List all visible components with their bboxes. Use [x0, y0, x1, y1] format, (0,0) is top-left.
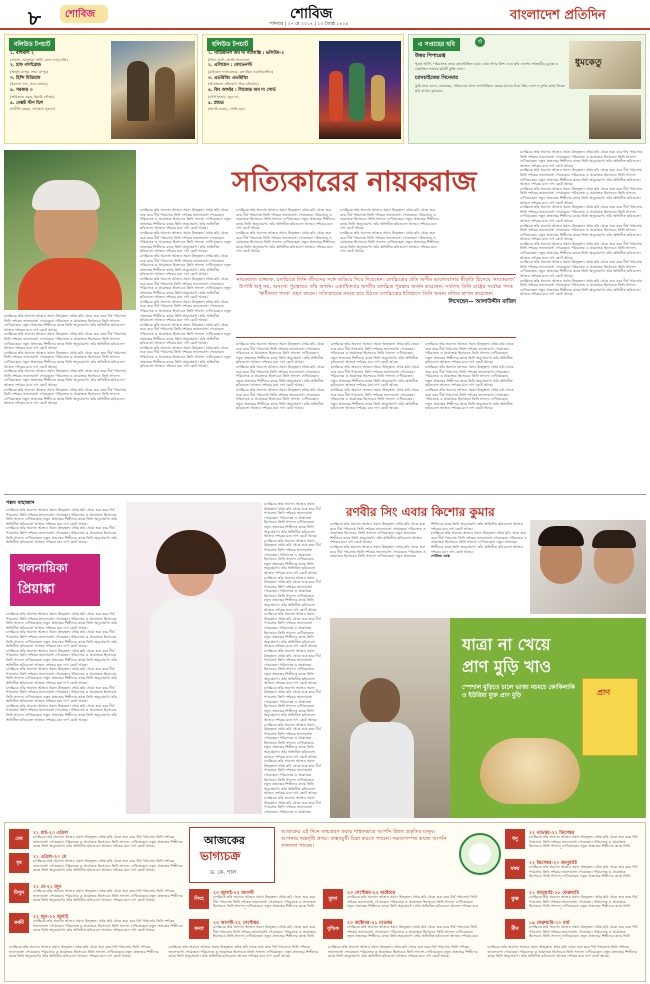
sign-date: ২৩ আগস্ট-২২ সেপ্টেম্বর [213, 921, 259, 926]
lead-filler-bottom: চলচ্চিত্রে তাঁর অবদান আজও সমান উজ্জ্বল। প্রথম ছবি থেকে শুরু করে দীর্ঘ পথচলায় তিনি দর্শকের ভালোবাসা পেয়েছেন। পরিচালক ও প্রযোজক হিসেবেও তিনি সাফল্য দেখিয়েছেন। নতুন প্রজন্মের শিল্পীদের কাছে তিনি অনুপ্রেরণা। তাঁর অভিনীত ছবিগুলো আজও দর্শকের মনে দাগ কেটে আছে। চলচ্চিত্রে তাঁর অবদান আজও সমান উজ্জ্বল। প্রথম ছবি থেকে শুরু করে দীর্ঘ পথচলায় তিনি দর্শকের ভালোবাসা পেয়েছেন। পরিচালক ও প্রযোজক হিসেবেও তিনি সাফল্য দেখিয়েছেন। নতুন প্রজন্মের শিল্পীদের কাছে তিনি অনুপ্রেরণা। তাঁর অভিনীত ছবিগুলো আজও দর্শকের মনে দাগ কেটে আছে। চলচ্চিত্রে তাঁর অবদান আজও সমান উজ্জ্বল। প্রথম ছবি থেকে শুরু করে দীর্ঘ পথচলায় তিনি দর্শকের ভালোবাসা পেয়েছেন। পরিচালক ও প্রযোজক হিসেবেও তিনি সাফল্য দেখিয়েছেন। নতুন প্রজন্মের শিল্পীদের কাছে তিনি অনুপ্রেরণা। তাঁর অভিনীত ছবিগুলো আজও দর্শকের মনে দাগ কেটে আছে। চলচ্চিত্রে তাঁর অবদান আজও সমান উজ্জ্বল। প্রথম ছবি থেকে শুরু করে দীর্ঘ পথচলায় তিনি দর্শকের ভালোবাসা পেয়েছেন। পরিচালক ও প্রযোজক হিসেবেও তিনি সাফল্য দেখিয়েছেন। নতুন প্রজন্মের শিল্পীদের কাছে তিনি অনুপ্রেরণা। তাঁর অভিনীত ছবিগুলো আজও দর্শকের মনে দাগ কেটে আছে। চলচ্চিত্রে তাঁর অবদান আজও সমান উজ্জ্বল। প্রথম ছবি থেকে শুরু করে দীর্ঘ পথচলায় তিনি দর্শকের ভালোবাসা পেয়েছেন। পরিচালক ও প্রযোজক হিসেবেও তিনি সাফল্য দেখিয়েছেন। নতুন প্রজন্মের শিল্পীদের কাছে তিনি অনুপ্রেরণা। তাঁর অভিনীত ছবিগুলো আজও দর্শকের মনে দাগ কেটে আছে। চলচ্চিত্রে তাঁর অবদান আজও সমান উজ্জ্বল। প্রথম ছবি থেকে শুরু করে দীর্ঘ পথচলায় তিনি দর্শকের ভালোবাসা পেয়েছেন। পরিচালক ও প্রযোজক হিসেবেও তিনি সাফল্য দেখিয়েছেন। নতুন প্রজন্মের শিল্পীদের কাছে তিনি অনুপ্রেরণা। তাঁর অভিনীত ছবিগুলো আজও দর্শকের মনে দাগ কেটে আছে। চলচ্চিত্রে তাঁর অবদান আজও সমান উজ্জ্বল। প্রথম ছবি থেকে শুরু করে দীর্ঘ পথচলায় তিনি দর্শকের ভালোবাসা পেয়েছেন। পরিচালক ও প্রযোজক হিসেবেও তিনি সাফল্য দেখিয়েছেন। নতুন প্রজন্মের শিল্পীদের কাছে তিনি অনুপ্রেরণা। তাঁর অভিনীত ছবিগুলো আজও দর্শকের মনে দাগ কেটে আছে। চলচ্চিত্রে তাঁর অবদান আজও সমান উজ্জ্বল। প্রথম ছবি থেকে শুরু করে দীর্ঘ পথচলায় তিনি দর্শকের ভালোবাসা পেয়েছেন। পরিচালক ও প্রযোজক হিসেবেও তিনি সাফল্য দেখিয়েছেন। নতুন প্রজন্মের শিল্পীদের কাছে তিনি অনুপ্রেরণা। তাঁর অভিনীত ছবিগুলো আজও দর্শকের মনে দাগ কেটে আছে। চলচ্চিত্রে তাঁর অবদান আজও সমান উজ্জ্বল। প্রথম ছবি থেকে শুরু করে দীর্ঘ পথচলায় তিনি দর্শকের ভালোবাসা পেয়েছেন। পরিচালক ও প্রযোজক হিসেবেও তিনি সাফল্য দেখিয়েছেন। নতুন প্রজন্মের শিল্পীদের কাছে তিনি অনুপ্রেরণা। তাঁর অভিনীত ছবিগুলো আজও দর্শকের মনে দাগ কেটে আছে। [236, 342, 514, 411]
page-header [0, 0, 650, 30]
horoscope-author: ড. কে. পাল [210, 870, 237, 876]
list-item: ৩. হিন্দি মিডিয়াম [10, 75, 41, 81]
sign-name: তুলা [323, 889, 343, 909]
priyanka-section [4, 498, 322, 818]
horoscope-title2: ভাগ্যচক্র [200, 849, 241, 863]
lead-headline: সত্যিকারের নায়করাজ [232, 165, 477, 198]
puffed-rice-ad [330, 618, 646, 818]
list-item: (আমান্ডলা স্টেনবার্গ, নিক রবিনসন) [208, 82, 259, 87]
hollywood-chart [202, 34, 404, 144]
sign-date: ২৩ সেপ্টেম্বর-২২ অক্টোবর [347, 891, 396, 896]
list-item: (অমিতাভ বচ্চন, ইয়ামি গৌতম) [10, 94, 55, 99]
lead-filler-col2: চলচ্চিত্রে তাঁর অবদান আজও সমান উজ্জ্বল। প্রথম ছবি থেকে শুরু করে দীর্ঘ পথচলায় তিনি দর্শকের ভালোবাসা পেয়েছেন। পরিচালক ও প্রযোজক হিসেবেও তিনি সাফল্য দেখিয়েছেন। নতুন প্রজন্মের শিল্পীদের কাছে তিনি অনুপ্রেরণা। তাঁর অভিনীত ছবিগুলো আজও দর্শকের মনে দাগ কেটে আছে। চলচ্চিত্রে তাঁর অবদান আজও সমান উজ্জ্বল। প্রথম ছবি থেকে শুরু করে দীর্ঘ পথচলায় তিনি দর্শকের ভালোবাসা পেয়েছেন। পরিচালক ও প্রযোজক হিসেবেও তিনি সাফল্য দেখিয়েছেন। নতুন প্রজন্মের শিল্পীদের কাছে তিনি অনুপ্রেরণা। তাঁর অভিনীত ছবিগুলো আজও দর্শকের মনে দাগ কেটে আছে। [236, 208, 335, 254]
sign-name: বৃশ্চিক [323, 919, 343, 939]
sign-name: মিথুন [9, 883, 29, 903]
pull-quote: নায়করাজ রাজ্জাক, চলচ্চিত্রে তিনি জীবনের সঙ্গে জড়িয়ে দিয়ে দিয়েছেন। চলচ্চিত্রের প্রতি অসীম ভালোবাসার স্বীকৃতি হিসেবে 'নায়করাজ' উপাধি শুধু নয়, অসংখ্য পুরস্কারও তাঁর অর্জন। একাধিকবার জাতীয় চলচ্চিত্র পুরস্কার অর্জন করেছেন। সর্বশেষ তিনি রাষ্ট্রের সর্বোচ্চ পদক 'স্বাধীনতা পদক' গ্রহণ করেন। সত্যিকারের নায়ক হয়ে উঠতে চলচ্চিত্রের ইতিহাসে তিনি অনন্য নজির স্থাপন করেছেন। [236, 277, 516, 297]
priyanka-headline-2: প্রিয়াঙ্কা [18, 582, 55, 597]
list-item: (মাইকেল ফাসবেন্ডার, ক্যাথরিন ওয়াটারস্টোন) [208, 69, 274, 74]
sign-date: ১৯ ফেব্রুয়ারি-২০ মার্চ [529, 921, 570, 926]
sign-date: ২২ জুন-২২ জুলাই [33, 915, 69, 920]
week-picks-title: এ সপ্তাহের ছবি [413, 38, 460, 51]
razzak-photo [4, 150, 136, 310]
sign-block-meen: মীন ১৯ ফেব্রুয়ারি-২০ মার্চ চলচ্চিত্রে তাঁর অবদান আজও সমান উজ্জ্বল। প্রথম ছবি থেকে শুরু করে দীর্ঘ পথচলায় তিনি দর্শকের ভালোবাসা পেয়েছেন। পরিচালক ও প্রযোজক হিসেবেও তিনি সাফল্য দেখিয়েছেন। নতুন প্রজন্মের শিল্পীদের কাছে তিনি [505, 919, 641, 941]
list-item: ৫. নেক্সট স্টপ ডিশ [10, 100, 44, 106]
sign-block-brisha: বৃষ ২১ এপ্রিল-২০ মে চলচ্চিত্রে তাঁর অবদান আজও সমান উজ্জ্বল। প্রথম ছবি থেকে শুরু করে দীর্ঘ পথচলায় তিনি দর্শকের ভালোবাসা পেয়েছেন। পরিচালক ও প্রযোজক হিসেবেও তিনি সাফল্য দেখিয়েছেন। নতুন প্রজন্মের শিল্পীদের কাছে তিনি অনুপ্রেরণা। তাঁর অভিনীত ছবিগুলো আজও দর্শকের মনে দাগ কেটে আছে। [9, 853, 185, 875]
list-item: (ক্রিস প্র্যাট, জোয়ি সালদানা) [208, 57, 250, 62]
sign-name: কর্কট [9, 913, 29, 933]
sign-date: ২১ জানুয়ারি-১৮ ফেব্রুয়ারি [529, 891, 580, 896]
list-item: (চার্লি হানাম, জুড ল) [208, 94, 239, 99]
page-number: ৮ [28, 6, 41, 30]
list-item: ২. হাফ গার্লফ্রেন্ড [10, 63, 42, 69]
hollywood-title: হলিউড টপচার্ট [207, 38, 253, 51]
horoscope-title: আজকের [204, 834, 245, 847]
week-picks-badge: ৩ [475, 37, 485, 47]
week-item2-title: চ্যানচাইজের সিনেমার [415, 75, 459, 82]
sign-name: মকর [505, 859, 525, 879]
priyanka-byline: পল্লব বাহাজাদ [6, 500, 35, 506]
sign-name: সিংহ [189, 889, 209, 909]
priyanka-filler-top: চলচ্চিত্রে তাঁর অবদান আজও সমান উজ্জ্বল। প্রথম ছবি থেকে শুরু করে দীর্ঘ পথচলায় তিনি দর্শকের ভালোবাসা পেয়েছেন। পরিচালক ও প্রযোজক হিসেবেও তিনি সাফল্য দেখিয়েছেন। নতুন প্রজন্মের শিল্পীদের কাছে তিনি অনুপ্রেরণা। তাঁর অভিনীত ছবিগুলো আজও দর্শকের মনে দাগ কেটে আছে। চলচ্চিত্রে তাঁর অবদান আজও সমান উজ্জ্বল। প্রথম ছবি থেকে শুরু করে দীর্ঘ পথচলায় তিনি দর্শকের ভালোবাসা পেয়েছেন। পরিচালক ও প্রযোজক হিসেবেও তিনি সাফল্য দেখিয়েছেন। নতুন প্রজন্মের শিল্পীদের কাছে তিনি অনুপ্রেরণা। তাঁর অভিনীত ছবিগুলো আজও দর্শকের মনে দাগ কেটে আছে। [6, 508, 118, 545]
week-item1-title: উত্তর পিপারেঞ্জ [415, 53, 446, 59]
sign-block-tula: তুলা ২৩ সেপ্টেম্বর-২২ অক্টোবর চলচ্চিত্রে তাঁর অবদান আজও সমান উজ্জ্বল। প্রথম ছবি থেকে শুরু করে দীর্ঘ পথচলায় তিনি দর্শকের ভালোবাসা পেয়েছেন। পরিচালক ও প্রযোজক হিসেবেও তিনি সাফল্য দেখিয়েছেন। নতুন প্রজন্মের শিল্পীদের কাছে তিনি অনুপ্রেরণা। তাঁর অভিনীত ছবিগুলো আজও দর্শকের মনে [323, 889, 483, 911]
ad-body: স্পেশাল মুড়িতে চালে ভাজা মচমচে কোকিলাকি ও ইউরিয়া মুক্ত প্রাণ মুড়ি [462, 684, 575, 699]
masthead: বাংলাদেশ প্রতিদিন [510, 8, 606, 23]
sign-block-mithun: মিথুন ২১ মে-২১ জুন চলচ্চিত্রে তাঁর অবদান আজও সমান উজ্জ্বল। প্রথম ছবি থেকে শুরু করে দীর্ঘ পথচলায় তিনি দর্শকের ভালোবাসা পেয়েছেন। পরিচালক ও প্রযোজক হিসেবেও তিনি সাফল্য দেখিয়েছেন। নতুন প্রজন্মের শিল্পীদের কাছে তিনি অনুপ্রেরণা। তাঁর অভিনীত ছবিগুলো আজও দর্শকের মনে দাগ কেটে আছে। [9, 883, 185, 905]
list-item: (ইরফান খান, সাবা কামার) [10, 82, 48, 87]
list-item: (শামীনি মেহরা, আবহান সুরানা) [10, 107, 55, 112]
priyanka-filler-left: চলচ্চিত্রে তাঁর অবদান আজও সমান উজ্জ্বল। প্রথম ছবি থেকে শুরু করে দীর্ঘ পথচলায় তিনি দর্শকের ভালোবাসা পেয়েছেন। পরিচালক ও প্রযোজক হিসেবেও তিনি সাফল্য দেখিয়েছেন। নতুন প্রজন্মের শিল্পীদের কাছে তিনি অনুপ্রেরণা। তাঁর অভিনীত ছবিগুলো আজও দর্শকের মনে দাগ কেটে আছে। চলচ্চিত্রে তাঁর অবদান আজও সমান উজ্জ্বল। প্রথম ছবি থেকে শুরু করে দীর্ঘ পথচলায় তিনি দর্শকের ভালোবাসা পেয়েছেন। পরিচালক ও প্রযোজক হিসেবেও তিনি সাফল্য দেখিয়েছেন। নতুন প্রজন্মের শিল্পীদের কাছে তিনি অনুপ্রেরণা। তাঁর অভিনীত ছবিগুলো আজও দর্শকের মনে দাগ কেটে আছে। চলচ্চিত্রে তাঁর অবদান আজও সমান উজ্জ্বল। প্রথম ছবি থেকে শুরু করে দীর্ঘ পথচলায় তিনি দর্শকের ভালোবাসা পেয়েছেন। পরিচালক ও প্রযোজক হিসেবেও তিনি সাফল্য দেখিয়েছেন। নতুন প্রজন্মের শিল্পীদের কাছে তিনি অনুপ্রেরণা। তাঁর অভিনীত ছবিগুলো আজও দর্শকের মনে দাগ কেটে আছে। চলচ্চিত্রে তাঁর অবদান আজও সমান উজ্জ্বল। প্রথম ছবি থেকে শুরু করে দীর্ঘ পথচলায় তিনি দর্শকের ভালোবাসা পেয়েছেন। পরিচালক ও প্রযোজক হিসেবেও তিনি সাফল্য দেখিয়েছেন। নতুন প্রজন্মের শিল্পীদের কাছে তিনি অনুপ্রেরণা। তাঁর অভিনীত ছবিগুলো আজও দর্শকের মনে দাগ কেটে আছে। চলচ্চিত্রে তাঁর অবদান আজও সমান উজ্জ্বল। প্রথম ছবি থেকে শুরু করে দীর্ঘ পথচলায় তিনি দর্শকের ভালোবাসা পেয়েছেন। পরিচালক ও প্রযোজক হিসেবেও তিনি সাফল্য দেখিয়েছেন। নতুন প্রজন্মের শিল্পীদের কাছে তিনি অনুপ্রেরণা। তাঁর অভিনীত ছবিগুলো আজও দর্শকের মনে দাগ কেটে আছে। চলচ্চিত্রে তাঁর অবদান আজও সমান উজ্জ্বল। প্রথম ছবি থেকে শুরু করে দীর্ঘ পথচলায় তিনি দর্শকের ভালোবাসা পেয়েছেন। পরিচালক ও প্রযোজক হিসেবেও তিনি সাফল্য দেখিয়েছেন। নতুন প্রজন্মের শিল্পীদের কাছে তিনি অনুপ্রেরণা। তাঁর অভিনীত ছবিগুলো আজও দর্শকের মনে দাগ কেটে আছে। [6, 612, 118, 722]
ad-product-pack [582, 678, 638, 756]
priyanka-photo [126, 502, 262, 814]
ranveer-text: চলচ্চিত্রে তাঁর অবদান আজও সমান উজ্জ্বল। প্রথম ছবি থেকে শুরু করে দীর্ঘ পথচলায় তিনি দর্শকের ভালোবাসা পেয়েছেন। পরিচালক ও প্রযোজক হিসেবেও তিনি সাফল্য দেখিয়েছেন। নতুন প্রজন্মের শিল্পীদের কাছে তিনি অনুপ্রেরণা। তাঁর অভিনীত ছবিগুলো আজও দর্শকের মনে দাগ কেটে আছে। চলচ্চিত্রে তাঁর অবদান আজও সমান উজ্জ্বল। প্রথম ছবি থেকে শুরু করে দীর্ঘ পথচলায় তিনি দর্শকের ভালোবাসা পেয়েছেন। পরিচালক ও প্রযোজক হিসেবেও তিনি সাফল্য দেখিয়েছেন। নতুন প্রজন্মের শিল্পীদের কাছে তিনি অনুপ্রেরণা। তাঁর অভিনীত ছবিগুলো আজও দর্শকের মনে দাগ কেটে আছে। চলচ্চিত্রে তাঁর অবদান আজও সমান উজ্জ্বল। প্রথম ছবি থেকে শুরু করে দীর্ঘ পথচলায় তিনি দর্শকের ভালোবাসা পেয়েছেন। পরিচালক ও প্রযোজক হিসেবেও তিনি সাফল্য দেখিয়েছেন। নতুন প্রজন্মের শিল্পীদের কাছে তিনি অনুপ্রেরণা। তাঁর অভিনীত ছবিগুলো আজও দর্শকের মনে দাগ কেটে আছে। শোবিজ ডেস্ক [330, 522, 527, 559]
section-divider [4, 494, 646, 495]
section-title: শোবিজ [290, 6, 333, 22]
sign-date: ২১ মার্চ-২০ এপ্রিল [33, 831, 69, 836]
sign-block-kanya: কন্যা ২৩ আগস্ট-২২ সেপ্টেম্বর চলচ্চিত্রে তাঁর অবদান আজও সমান উজ্জ্বল। প্রথম ছবি থেকে শুরু করে দীর্ঘ পথচলায় তিনি দর্শকের ভালোবাসা পেয়েছেন। পরিচালক ও প্রযোজক হিসেবেও তিনি সাফল্য দেখিয়েছেন। নতুন প্রজন্মের শিল্পীদের কাছে তিনি [189, 919, 319, 941]
sign-name: ধনু [505, 829, 525, 849]
ranveer-photo [530, 520, 646, 614]
sign-block-dhanu: ধনু ২২ নভেম্বর-২১ ডিসেম্বর চলচ্চিত্রে তাঁর অবদান আজও সমান উজ্জ্বল। প্রথম ছবি থেকে শুরু করে দীর্ঘ পথচলায় তিনি দর্শকের ভালোবাসা পেয়েছেন। পরিচালক ও প্রযোজক হিসেবেও তিনি সাফল্য দেখিয়েছেন। নতুন প্রজন্মের শিল্পীদের কাছে তিনি [505, 829, 641, 851]
sign-name: বৃষ [9, 853, 29, 873]
list-item: (অর্জুন কাপুর, শ্রদ্ধা কাপুর) [10, 69, 49, 74]
list-item: (অ্যামি শুমার, গোল্ডি হন) [208, 107, 245, 112]
date-line: শনিবার | ২৭ মে ২০১৭ | ১৩ জ্যৈষ্ঠ ১৪২৪ [270, 22, 349, 27]
sign-block-singha: সিংহ ২৩ জুলাই-২২ আগস্ট চলচ্চিত্রে তাঁর অবদান আজও সমান উজ্জ্বল। প্রথম ছবি থেকে শুরু করে দীর্ঘ পথচলায় তিনি দর্শকের ভালোবাসা পেয়েছেন। পরিচালক ও প্রযোজক হিসেবেও তিনি সাফল্য দেখিয়েছেন। নতুন প্রজন্মের শিল্পীদের কাছে তিনি [189, 889, 319, 911]
sign-name: মেষ [9, 829, 29, 849]
sign-block-makar: মকর ২২ ডিসেম্বর-২০ জানুয়ারি চলচ্চিত্রে তাঁর অবদান আজও সমান উজ্জ্বল। প্রথম ছবি থেকে শুরু করে দীর্ঘ পথচলায় তিনি দর্শকের ভালোবাসা পেয়েছেন। পরিচালক ও প্রযোজক হিসেবেও তিনি সাফল্য দেখিয়েছেন। নতুন প্রজন্মের শিল্পীদের কাছে তিনি [505, 859, 641, 881]
byline: লিখেছেন— আলাউদ্দীন মাজিদ [448, 299, 516, 305]
list-item: ৫. স্নাচড [208, 100, 224, 106]
bollywood-title: বলিউড টপচার্ট [9, 38, 55, 51]
week-picks-box [408, 34, 646, 144]
hollywood-list [208, 51, 318, 113]
ad-scene-image [330, 618, 450, 818]
week-item1-text: পুরুষ আসি, পরিচালক তনয় বন্ধ্যাবিজিত দ্বারা। প্রেম সাগর মিশা দেবে ছবি লেপেন আন্দ্রায়ীর চূড়ান্ত ও প্রেমক্তিব সপ্তাহে ছবিটি মুক্তি পেল। [415, 62, 559, 71]
ad-slogan-2: প্রাণ মুড়ি খাও [462, 657, 552, 676]
sign-block-mesh: মেষ ২১ মার্চ-২০ এপ্রিল চলচ্চিত্রে তাঁর অবদান আজও সমান উজ্জ্বল। প্রথম ছবি থেকে শুরু করে দীর্ঘ পথচলায় তিনি দর্শকের ভালোবাসা পেয়েছেন। পরিচালক ও প্রযোজক হিসেবেও তিনি সাফল্য দেখিয়েছেন। নতুন প্রজন্মের শিল্পীদের কাছে তিনি অনুপ্রেরণা। তাঁর অভিনীত ছবিগুলো আজও দর্শকের মনে দাগ কেটে আছে। [9, 829, 185, 851]
list-item: (প্রভাস, আনুশকা শেট্টি, রানা দাগ্গুবতি) [10, 57, 68, 62]
lead-filler-under-photo: চলচ্চিত্রে তাঁর অবদান আজও সমান উজ্জ্বল। প্রথম ছবি থেকে শুরু করে দীর্ঘ পথচলায় তিনি দর্শকের ভালোবাসা পেয়েছেন। পরিচালক ও প্রযোজক হিসেবেও তিনি সাফল্য দেখিয়েছেন। নতুন প্রজন্মের শিল্পীদের কাছে তিনি অনুপ্রেরণা। তাঁর অভিনীত ছবিগুলো আজও দর্শকের মনে দাগ কেটে আছে। চলচ্চিত্রে তাঁর অবদান আজও সমান উজ্জ্বল। প্রথম ছবি থেকে শুরু করে দীর্ঘ পথচলায় তিনি দর্শকের ভালোবাসা পেয়েছেন। পরিচালক ও প্রযোজক হিসেবেও তিনি সাফল্য দেখিয়েছেন। নতুন প্রজন্মের শিল্পীদের কাছে তিনি অনুপ্রেরণা। তাঁর অভিনীত ছবিগুলো আজও দর্শকের মনে দাগ কেটে আছে। চলচ্চিত্রে তাঁর অবদান আজও সমান উজ্জ্বল। প্রথম ছবি থেকে শুরু করে দীর্ঘ পথচলায় তিনি দর্শকের ভালোবাসা পেয়েছেন। পরিচালক ও প্রযোজক হিসেবেও তিনি সাফল্য দেখিয়েছেন। নতুন প্রজন্মের শিল্পীদের কাছে তিনি অনুপ্রেরণা। তাঁর অভিনীত ছবিগুলো আজও দর্শকের মনে দাগ কেটে আছে। চলচ্চিত্রে তাঁর অবদান আজও সমান উজ্জ্বল। প্রথম ছবি থেকে শুরু করে দীর্ঘ পথচলায় তিনি দর্শকের ভালোবাসা পেয়েছেন। পরিচালক ও প্রযোজক হিসেবেও তিনি সাফল্য দেখিয়েছেন। নতুন প্রজন্মের শিল্পীদের কাছে তিনি অনুপ্রেরণা। তাঁর অভিনীত ছবিগুলো আজও দর্শকের মনে দাগ কেটে আছে। চলচ্চিত্রে তাঁর অবদান আজও সমান উজ্জ্বল। প্রথম ছবি থেকে শুরু করে দীর্ঘ পথচলায় তিনি দর্শকের ভালোবাসা পেয়েছেন। পরিচালক ও প্রযোজক হিসেবেও তিনি সাফল্য দেখিয়েছেন। নতুন প্রজন্মের শিল্পীদের কাছে তিনি অনুপ্রেরণা। তাঁর অভিনীত ছবিগুলো আজও দর্শকের মনে দাগ কেটে আছে। [4, 314, 127, 406]
ranveer-headline: রণবীর সিং এবার কিশোর কুমার [346, 505, 495, 519]
lead-filler-right: চলচ্চিত্রে তাঁর অবদান আজও সমান উজ্জ্বল। প্রথম ছবি থেকে শুরু করে দীর্ঘ পথচলায় তিনি দর্শকের ভালোবাসা পেয়েছেন। পরিচালক ও প্রযোজক হিসেবেও তিনি সাফল্য দেখিয়েছেন। নতুন প্রজন্মের শিল্পীদের কাছে তিনি অনুপ্রেরণা। তাঁর অভিনীত ছবিগুলো আজও দর্শকের মনে দাগ কেটে আছে। চলচ্চিত্রে তাঁর অবদান আজও সমান উজ্জ্বল। প্রথম ছবি থেকে শুরু করে দীর্ঘ পথচলায় তিনি দর্শকের ভালোবাসা পেয়েছেন। পরিচালক ও প্রযোজক হিসেবেও তিনি সাফল্য দেখিয়েছেন। নতুন প্রজন্মের শিল্পীদের কাছে তিনি অনুপ্রেরণা। তাঁর অভিনীত ছবিগুলো আজও দর্শকের মনে দাগ কেটে আছে। চলচ্চিত্রে তাঁর অবদান আজও সমান উজ্জ্বল। প্রথম ছবি থেকে শুরু করে দীর্ঘ পথচলায় তিনি দর্শকের ভালোবাসা পেয়েছেন। পরিচালক ও প্রযোজক হিসেবেও তিনি সাফল্য দেখিয়েছেন। নতুন প্রজন্মের শিল্পীদের কাছে তিনি অনুপ্রেরণা। তাঁর অভিনীত ছবিগুলো আজও দর্শকের মনে দাগ কেটে আছে। চলচ্চিত্রে তাঁর অবদান আজও সমান উজ্জ্বল। প্রথম ছবি থেকে শুরু করে দীর্ঘ পথচলায় তিনি দর্শকের ভালোবাসা পেয়েছেন। পরিচালক ও প্রযোজক হিসেবেও তিনি সাফল্য দেখিয়েছেন। নতুন প্রজন্মের শিল্পীদের কাছে তিনি অনুপ্রেরণা। তাঁর অভিনীত ছবিগুলো আজও দর্শকের মনে দাগ কেটে আছে। চলচ্চিত্রে তাঁর অবদান আজও সমান উজ্জ্বল। প্রথম ছবি থেকে শুরু করে দীর্ঘ পথচলায় তিনি দর্শকের ভালোবাসা পেয়েছেন। পরিচালক ও প্রযোজক হিসেবেও তিনি সাফল্য দেখিয়েছেন। নতুন প্রজন্মের শিল্পীদের কাছে তিনি অনুপ্রেরণা। তাঁর অভিনীত ছবিগুলো আজও দর্শকের মনে দাগ কেটে আছে। চলচ্চিত্রে তাঁর অবদান আজও সমান উজ্জ্বল। প্রথম ছবি থেকে শুরু করে দীর্ঘ পথচলায় তিনি দর্শকের ভালোবাসা পেয়েছেন। পরিচালক ও প্রযোজক হিসেবেও তিনি সাফল্য দেখিয়েছেন। নতুন প্রজন্মের শিল্পীদের কাছে তিনি অনুপ্রেরণা। তাঁর অভিনীত ছবিগুলো আজও দর্শকের মনে দাগ কেটে আছে। চলচ্চিত্রে তাঁর অবদান আজও সমান উজ্জ্বল। প্রথম ছবি থেকে শুরু করে দীর্ঘ পথচলায় তিনি দর্শকের ভালোবাসা পেয়েছেন। পরিচালক ও প্রযোজক হিসেবেও তিনি সাফল্য দেখিয়েছেন। নতুন প্রজন্মের শিল্পীদের কাছে তিনি অনুপ্রেরণা। তাঁর অভিনীত ছবিগুলো আজও দর্শকের মনে দাগ কেটে আছে। চলচ্চিত্রে তাঁর অবদান আজও সমান উজ্জ্বল। প্রথম ছবি থেকে শুরু করে দীর্ঘ পথচলায় তিনি দর্শকের ভালোবাসা পেয়েছেন। পরিচালক ও প্রযোজক হিসেবেও তিনি সাফল্য দেখিয়েছেন। নতুন প্রজন্মের শিল্পীদের কাছে তিনি অনুপ্রেরণা। তাঁর অভিনীত ছবিগুলো আজও দর্শকের মনে দাগ কেটে আছে। [520, 150, 643, 297]
priyanka-headline-1: খলনায়িকা [18, 561, 68, 575]
sign-block-kumbha: কুম্ভ ২১ জানুয়ারি-১৮ ফেব্রুয়ারি চলচ্চিত্রে তাঁর অবদান আজও সমান উজ্জ্বল। প্রথম ছবি থেকে শুরু করে দীর্ঘ পথচলায় তিনি দর্শকের ভালোবাসা পেয়েছেন। পরিচালক ও প্রযোজক হিসেবেও তিনি সাফল্য দেখিয়েছেন। নতুন প্রজন্মের শিল্পীদের কাছে তিনি [505, 889, 641, 911]
horoscope-title-box [189, 827, 275, 883]
section-logo: শোবিজ [60, 5, 108, 23]
ad-brand: প্রাণ [597, 688, 611, 697]
week-item2-text: তুমি যাবে বলো, ভেতরের, পরিচালক তানা নন্দাবিস্কিত। ভেতর যাবেন চিনে প্রিয় দেশে ন দুর্লভ কাঙ্খ জিতে ছবি রাখার দুয়ারের। [415, 84, 565, 93]
ad-slogan-1: যাত্রা না খেয়ে [462, 635, 551, 654]
sign-date: ২১ এপ্রিল-২০ মে [33, 855, 67, 860]
list-item: ২. এলিয়েন : কোভেনান্ট [208, 63, 253, 69]
hollywood-poster-image [319, 41, 401, 139]
list-item: ৩. এভরিথিং এভরিথিং [208, 75, 249, 81]
sign-block-brishchik: বৃশ্চিক ২৩ অক্টোবর-২১ নভেম্বর চলচ্চিত্রে তাঁর অবদান আজও সমান উজ্জ্বল। প্রথম ছবি থেকে শুরু করে দীর্ঘ পথচলায় তিনি দর্শকের ভালোবাসা পেয়েছেন। পরিচালক ও প্রযোজক হিসেবেও তিনি সাফল্য দেখিয়েছেন। নতুন প্রজন্মের শিল্পীদের কাছে তিনি অনুপ্রেরণা। তাঁর অভিনীত ছবিগুলো আজও দর্শকের মনে [323, 919, 483, 941]
sign-date: ২২ ডিসেম্বর-২০ জানুয়ারি [529, 861, 577, 866]
ad-rice-bowl-image [480, 738, 580, 804]
list-item: ৪. সরকার ৩ [10, 88, 33, 94]
list-item: ১. বাহুবলি ২ [10, 51, 34, 56]
bollywood-list [10, 51, 110, 113]
sign-date: ২২ নভেম্বর-২১ ডিসেম্বর [529, 831, 575, 836]
lead-filler-col3: চলচ্চিত্রে তাঁর অবদান আজও সমান উজ্জ্বল। প্রথম ছবি থেকে শুরু করে দীর্ঘ পথচলায় তিনি দর্শকের ভালোবাসা পেয়েছেন। পরিচালক ও প্রযোজক হিসেবেও তিনি সাফল্য দেখিয়েছেন। নতুন প্রজন্মের শিল্পীদের কাছে তিনি অনুপ্রেরণা। তাঁর অভিনীত ছবিগুলো আজও দর্শকের মনে দাগ কেটে আছে। চলচ্চিত্রে তাঁর অবদান আজও সমান উজ্জ্বল। প্রথম ছবি থেকে শুরু করে দীর্ঘ পথচলায় তিনি দর্শকের ভালোবাসা পেয়েছেন। পরিচালক ও প্রযোজক হিসেবেও তিনি সাফল্য দেখিয়েছেন। নতুন প্রজন্মের শিল্পীদের কাছে তিনি অনুপ্রেরণা। তাঁর অভিনীত ছবিগুলো আজও দর্শকের মনে দাগ কেটে আছে। [340, 208, 439, 254]
sign-name: মীন [505, 919, 525, 939]
list-item: ৪. কিং আর্থার : লিজেন্ড অব দ্য সোর্ড [208, 88, 276, 94]
priyanka-filler-right: চলচ্চিত্রে তাঁর অবদান আজও সমান উজ্জ্বল। প্রথম ছবি থেকে শুরু করে দীর্ঘ পথচলায় তিনি দর্শকের ভালোবাসা পেয়েছেন। পরিচালক ও প্রযোজক হিসেবেও তিনি সাফল্য দেখিয়েছেন। নতুন প্রজন্মের শিল্পীদের কাছে তিনি অনুপ্রেরণা। তাঁর অভিনীত ছবিগুলো আজও দর্শকের মনে দাগ কেটে আছে। চলচ্চিত্রে তাঁর অবদান আজও সমান উজ্জ্বল। প্রথম ছবি থেকে শুরু করে দীর্ঘ পথচলায় তিনি দর্শকের ভালোবাসা পেয়েছেন। পরিচালক ও প্রযোজক হিসেবেও তিনি সাফল্য দেখিয়েছেন। নতুন প্রজন্মের শিল্পীদের কাছে তিনি অনুপ্রেরণা। তাঁর অভিনীত ছবিগুলো আজও দর্শকের মনে দাগ কেটে আছে। চলচ্চিত্রে তাঁর অবদান আজও সমান উজ্জ্বল। প্রথম ছবি থেকে শুরু করে দীর্ঘ পথচলায় তিনি দর্শকের ভালোবাসা পেয়েছেন। পরিচালক ও প্রযোজক হিসেবেও তিনি সাফল্য দেখিয়েছেন। নতুন প্রজন্মের শিল্পীদের কাছে তিনি অনুপ্রেরণা। তাঁর অভিনীত ছবিগুলো আজও দর্শকের মনে দাগ কেটে আছে। চলচ্চিত্রে তাঁর অবদান আজও সমান উজ্জ্বল। প্রথম ছবি থেকে শুরু করে দীর্ঘ পথচলায় তিনি দর্শকের ভালোবাসা পেয়েছেন। পরিচালক ও প্রযোজক হিসেবেও তিনি সাফল্য দেখিয়েছেন। নতুন প্রজন্মের শিল্পীদের কাছে তিনি অনুপ্রেরণা। তাঁর অভিনীত ছবিগুলো আজও দর্শকের মনে দাগ কেটে আছে। চলচ্চিত্রে তাঁর অবদান আজও সমান উজ্জ্বল। প্রথম ছবি থেকে শুরু করে দীর্ঘ পথচলায় তিনি দর্শকের ভালোবাসা পেয়েছেন। পরিচালক ও প্রযোজক হিসেবেও তিনি সাফল্য দেখিয়েছেন। নতুন প্রজন্মের শিল্পীদের কাছে তিনি অনুপ্রেরণা। তাঁর অভিনীত ছবিগুলো আজও দর্শকের মনে দাগ কেটে আছে। চলচ্চিত্রে তাঁর অবদান আজও সমান উজ্জ্বল। প্রথম ছবি থেকে শুরু করে দীর্ঘ পথচলায় তিনি দর্শকের ভালোবাসা পেয়েছেন। পরিচালক ও প্রযোজক হিসেবেও তিনি সাফল্য দেখিয়েছেন। নতুন প্রজন্মের শিল্পীদের কাছে তিনি অনুপ্রেরণা। তাঁর অভিনীত ছবিগুলো আজও দর্শকের মনে দাগ কেটে আছে। চলচ্চিত্রে তাঁর অবদান আজও সমান উজ্জ্বল। প্রথম ছবি থেকে শুরু করে দীর্ঘ পথচলায় তিনি দর্শকের ভালোবাসা পেয়েছেন। পরিচালক ও প্রযোজক হিসেবেও তিনি সাফল্য দেখিয়েছেন। নতুন প্রজন্মের শিল্পীদের কাছে তিনি অনুপ্রেরণা। তাঁর অভিনীত ছবিগুলো আজও দর্শকের মনে দাগ কেটে আছে। চলচ্চিত্রে তাঁর অবদান আজও সমান উজ্জ্বল। প্রথম ছবি থেকে শুরু করে দীর্ঘ পথচলায় তিনি দর্শকের ভালোবাসা পেয়েছেন। পরিচালক ও প্রযোজক হিসেবেও তিনি সাফল্য দেখিয়েছেন। নতুন প্রজন্মের শিল্পীদের কাছে তিনি অনুপ্রেরণা। তাঁর অভিনীত ছবিগুলো আজও দর্শকের মনে দাগ কেটে আছে। চলচ্চিত্রে তাঁর অবদান আজও সমান উজ্জ্বল। প্রথম ছবি থেকে শুরু করে দীর্ঘ পথচলায় তিনি দর্শকের ভালোবাসা পেয়েছেন। পরিচালক ও প্রযোজক [264, 502, 321, 814]
week-poster-image: ধুমকেতু [569, 41, 641, 89]
horoscope-section [4, 822, 646, 982]
sign-name: কন্যা [189, 919, 209, 939]
horoscope-filler-bottom: চলচ্চিত্রে তাঁর অবদান আজও সমান উজ্জ্বল। প্রথম ছবি থেকে শুরু করে দীর্ঘ পথচলায় তিনি দর্শকের ভালোবাসা পেয়েছেন। পরিচালক ও প্রযোজক হিসেবেও তিনি সাফল্য দেখিয়েছেন। নতুন প্রজন্মের শিল্পীদের কাছে তিনি অনুপ্রেরণা। তাঁর অভিনীত ছবিগুলো আজও দর্শকের মনে দাগ কেটে আছে। চলচ্চিত্রে তাঁর অবদান আজও সমান উজ্জ্বল। প্রথম ছবি থেকে শুরু করে দীর্ঘ পথচলায় তিনি দর্শকের ভালোবাসা পেয়েছেন। পরিচালক ও প্রযোজক হিসেবেও তিনি সাফল্য দেখিয়েছেন। নতুন প্রজন্মের শিল্পীদের কাছে তিনি অনুপ্রেরণা। তাঁর অভিনীত ছবিগুলো আজও দর্শকের মনে দাগ কেটে আছে। চলচ্চিত্রে তাঁর অবদান আজও সমান উজ্জ্বল। প্রথম ছবি থেকে শুরু করে দীর্ঘ পথচলায় তিনি দর্শকের ভালোবাসা পেয়েছেন। পরিচালক ও প্রযোজক হিসেবেও তিনি সাফল্য দেখিয়েছেন। নতুন প্রজন্মের শিল্পীদের কাছে তিনি অনুপ্রেরণা। তাঁর অভিনীত ছবিগুলো আজও দর্শকের মনে দাগ কেটে আছে। চলচ্চিত্রে তাঁর অবদান আজও সমান উজ্জ্বল। প্রথম ছবি থেকে শুরু করে দীর্ঘ পথচলায় তিনি দর্শকের ভালোবাসা পেয়েছেন। পরিচালক ও প্রযোজক হিসেবেও তিনি সাফল্য দেখিয়েছেন। নতুন প্রজন্মের শিল্পীদের কাছে তিনি অনুপ্রেরণা। তাঁর অভিনীত ছবিগুলো আজও দর্শকের মনে দাগ কেটে আছে। [9, 945, 638, 959]
lead-filler-left: চলচ্চিত্রে তাঁর অবদান আজও সমান উজ্জ্বল। প্রথম ছবি থেকে শুরু করে দীর্ঘ পথচলায় তিনি দর্শকের ভালোবাসা পেয়েছেন। পরিচালক ও প্রযোজক হিসেবেও তিনি সাফল্য দেখিয়েছেন। নতুন প্রজন্মের শিল্পীদের কাছে তিনি অনুপ্রেরণা। তাঁর অভিনীত ছবিগুলো আজও দর্শকের মনে দাগ কেটে আছে। চলচ্চিত্রে তাঁর অবদান আজও সমান উজ্জ্বল। প্রথম ছবি থেকে শুরু করে দীর্ঘ পথচলায় তিনি দর্শকের ভালোবাসা পেয়েছেন। পরিচালক ও প্রযোজক হিসেবেও তিনি সাফল্য দেখিয়েছেন। নতুন প্রজন্মের শিল্পীদের কাছে তিনি অনুপ্রেরণা। তাঁর অভিনীত ছবিগুলো আজও দর্শকের মনে দাগ কেটে আছে। চলচ্চিত্রে তাঁর অবদান আজও সমান উজ্জ্বল। প্রথম ছবি থেকে শুরু করে দীর্ঘ পথচলায় তিনি দর্শকের ভালোবাসা পেয়েছেন। পরিচালক ও প্রযোজক হিসেবেও তিনি সাফল্য দেখিয়েছেন। নতুন প্রজন্মের শিল্পীদের কাছে তিনি অনুপ্রেরণা। তাঁর অভিনীত ছবিগুলো আজও দর্শকের মনে দাগ কেটে আছে। চলচ্চিত্রে তাঁর অবদান আজও সমান উজ্জ্বল। প্রথম ছবি থেকে শুরু করে দীর্ঘ পথচলায় তিনি দর্শকের ভালোবাসা পেয়েছেন। পরিচালক ও প্রযোজক হিসেবেও তিনি সাফল্য দেখিয়েছেন। নতুন প্রজন্মের শিল্পীদের কাছে তিনি অনুপ্রেরণা। তাঁর অভিনীত ছবিগুলো আজও দর্শকের মনে দাগ কেটে আছে। চলচ্চিত্রে তাঁর অবদান আজও সমান উজ্জ্বল। প্রথম ছবি থেকে শুরু করে দীর্ঘ পথচলায় তিনি দর্শকের ভালোবাসা পেয়েছেন। পরিচালক ও প্রযোজক হিসেবেও তিনি সাফল্য দেখিয়েছেন। নতুন প্রজন্মের শিল্পীদের কাছে তিনি অনুপ্রেরণা। তাঁর অভিনীত ছবিগুলো আজও দর্শকের মনে দাগ কেটে আছে। চলচ্চিত্রে তাঁর অবদান আজও সমান উজ্জ্বল। প্রথম ছবি থেকে শুরু করে দীর্ঘ পথচলায় তিনি দর্শকের ভালোবাসা পেয়েছেন। পরিচালক ও প্রযোজক হিসেবেও তিনি সাফল্য দেখিয়েছেন। নতুন প্রজন্মের শিল্পীদের কাছে তিনি অনুপ্রেরণা। তাঁর অভিনীত ছবিগুলো আজও দর্শকের মনে দাগ কেটে আছে। চলচ্চিত্রে তাঁর অবদান আজও সমান উজ্জ্বল। প্রথম ছবি থেকে শুরু করে দীর্ঘ পথচলায় তিনি দর্শকের ভালোবাসা পেয়েছেন। পরিচালক ও প্রযোজক হিসেবেও তিনি সাফল্য দেখিয়েছেন। নতুন প্রজন্মের শিল্পীদের কাছে তিনি অনুপ্রেরণা। তাঁর অভিনীত ছবিগুলো আজও দর্শকের মনে দাগ কেটে আছে। [140, 208, 232, 369]
sign-name: কুম্ভ [505, 889, 525, 909]
sign-date: ২৩ জুলাই-২২ আগস্ট [213, 891, 254, 896]
list-item: ১. গার্ডিয়ানস অব দ্য গ্যালাক্সি : ভলিউম-২ [208, 51, 285, 56]
pull-quote-box [236, 274, 516, 338]
sign-block-karkat: কর্কট ২২ জুন-২২ জুলাই চলচ্চিত্রে তাঁর অবদান আজও সমান উজ্জ্বল। প্রথম ছবি থেকে শুরু করে দীর্ঘ পথচলায় তিনি দর্শকের ভালোবাসা পেয়েছেন। পরিচালক ও প্রযোজক হিসেবেও তিনি সাফল্য দেখিয়েছেন। নতুন প্রজন্মের শিল্পীদের কাছে তিনি অনুপ্রেরণা। তাঁর অভিনীত ছবিগুলো আজও দর্শকের মনে দাগ কেটে আছে। [9, 913, 185, 935]
zodiac-wheel-icon [459, 833, 501, 875]
priyanka-headline-box [10, 554, 100, 606]
horoscope-intro: আজকের এই দিনে জন্মগ্রহণ করায় শাশ্বতভাবে আপনি উন্নত প্রকৃতির মানুষ। আপনার অন্তর্দৃষ্টি প্রখর। বাস্তবমুখী চিন্তা করতে পারেন। দক্ষতাসম্পন্ন কাজে আপনি সফলতা পাবেন। [281, 829, 447, 849]
bollywood-poster-image [111, 41, 195, 139]
sign-date: ২১ মে-২১ জুন [33, 885, 62, 890]
week-photo-image [589, 95, 641, 139]
bollywood-chart [4, 34, 198, 144]
sign-date: ২৩ অক্টোবর-২১ নভেম্বর [347, 921, 393, 926]
